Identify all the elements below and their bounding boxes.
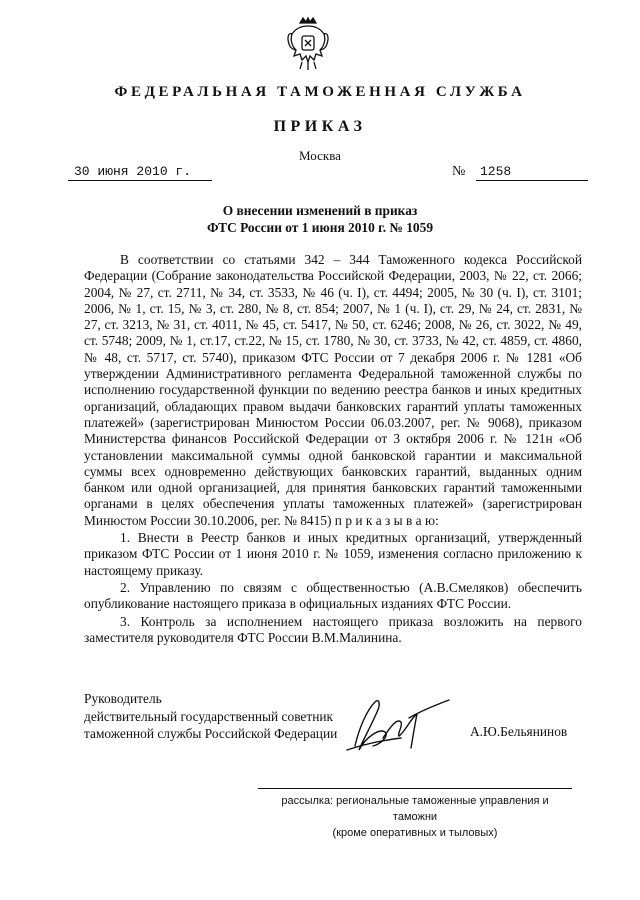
order-date: 30 июня 2010 г. (68, 164, 212, 181)
coat-of-arms-icon (286, 16, 330, 72)
signer-name: А.Ю.Бельянинов (470, 724, 568, 739)
distribution-list (262, 793, 568, 841)
document-type: ПРИКАЗ (273, 118, 367, 135)
distribution-line-1: рассылка: региональные таможенные управления и таможни (281, 795, 549, 823)
agency-name: ФЕДЕРАЛЬНАЯ ТАМОЖЕННАЯ СЛУЖБА (114, 84, 526, 100)
order-item-1: 1. Внести в Реестр банков и иных кредитных организаций, утвержденный приказом ФТС России от 1 июня 2010 г. № 1059, изменения согласно приложению к настоящему приказу. (84, 530, 582, 578)
distribution-line-2: (кроме оперативных и тыловых) (332, 827, 498, 839)
signer-title (84, 690, 364, 743)
title-line-2: ФТС России от 1 июня 2010 г. № 1059 (206, 220, 434, 235)
signer-line-2: действительный государственный советник (84, 708, 334, 724)
city: Москва (299, 148, 341, 163)
order-title (0, 202, 640, 236)
order-item-2: 2. Управлению по связям с общественностью (А.В.Смеляков) обеспечить опубликование настоящего приказа в официальных изданиях ФТС России. (84, 579, 582, 612)
title-line-1: О внесении изменений в приказ (222, 203, 418, 218)
order-body (84, 252, 582, 646)
signer-line-3: таможенной службы Российской Федерации (84, 726, 338, 741)
order-item-3: 3. Контроль за исполнением настоящего приказа возложить на первого заместителя руководителя ФТС России В.М.Малинина. (84, 613, 582, 645)
handwritten-signature (345, 688, 465, 760)
signer-line-1: Руководитель (84, 691, 162, 706)
distribution-divider (258, 788, 572, 789)
order-number: 1258 (476, 164, 588, 181)
preamble-paragraph: В соответствии со статьями 342 – 344 Таможенного кодекса Российской Федерации (Собрание законодательства Российской Федерации, 2003, № 22, ст. 2066; 2004, № 27, ст. 2711, № 34, ст. 3533, № 46 (ч. I), ст. 4494; 2005, № 30 (ч. I), ст. 3101; 2006, № 1, ст. 15, № 3, ст. 280, № 8, ст. 854; 2007, № 1 (ч. I), ст. 29, № 24, ст. 2831, № 27, ст. 3213, № 31, ст. 4011, № 45, ст. 5417, № 50, ст. 6246; 2008, № 26, ст. 3022, № 49, ст. 5748; 2009, № 1, ст.17, ст.22, № 15, ст. 1780, № 30, ст. 3733, № 42, ст. 4859, ст. 4860, № 48, ст. 5717, ст. 5740), приказом ФТС России от 7 декабря 2006 г. № 1281 «Об утверждении Административного регламента Федеральной таможенной службы по исполнению государственной функции по ведению реестра банков и иных кредитных организаций, обладающих правом выдачи банковских гарантий уплаты таможенных платежей» (зарегистрирован Минюстом России 06.03.2007, рег. № 9068), приказом Министерства финансов Российской Федерации от 3 октября 2006 г. № 121н «Об установлении максимальной суммы одной банковской гарантии и максимальной суммы всех одновременно действующих банковских гарантий, выданных одним банком или одной организацией, для принятия банковских гарантий таможенными органами в целях обеспечения уплаты таможенных платежей» (зарегистрирован Минюстом России 30.10.2006, рег. № 8415) п р и к а з ы в а ю: (84, 252, 582, 528)
number-sign: № (452, 164, 466, 179)
